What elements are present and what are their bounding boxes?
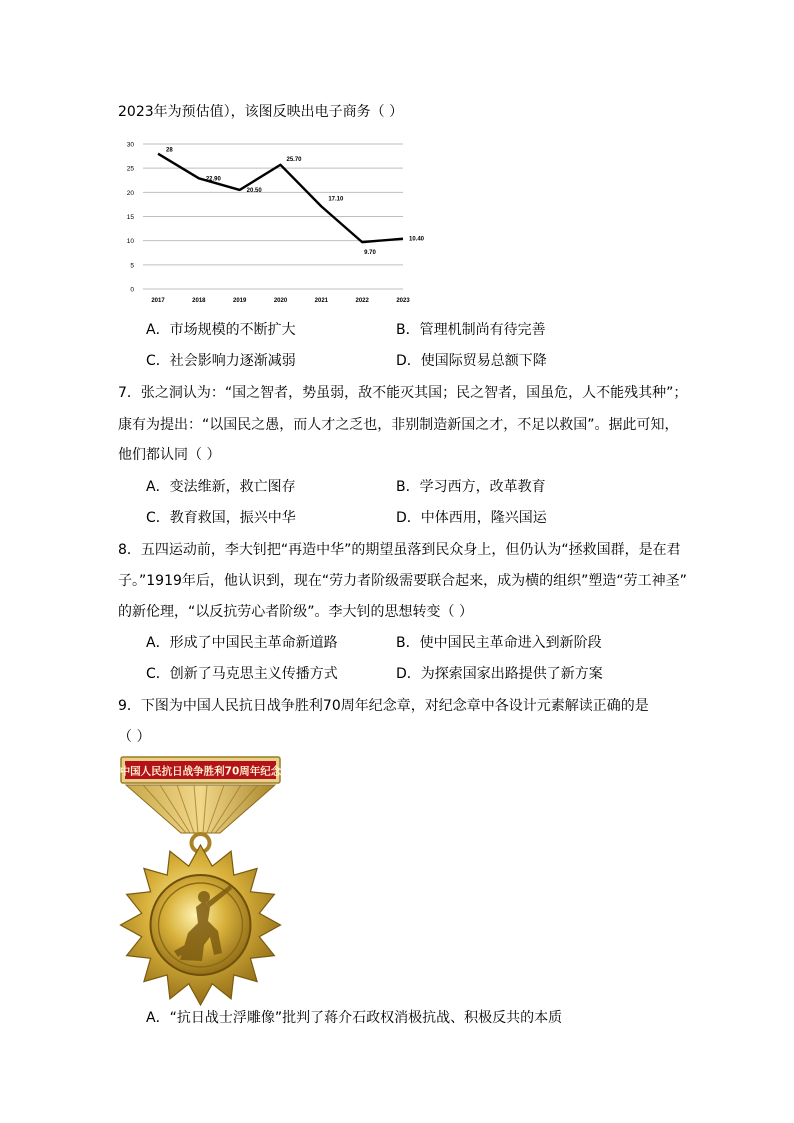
q9-stem-line-2: （ ）: [118, 729, 151, 745]
q8-stem-line-2: 子。”1919年后，他认识到，现在“劳力者阶级需要联合起来，成为横的组织”塑造“劳工神圣”: [118, 573, 687, 589]
chart-data-label: 20.50: [246, 187, 262, 194]
q7-option-d: D．中体西用，隆兴国运: [396, 510, 547, 526]
chart-x-tick-label: 2022: [355, 298, 369, 304]
q9-option-a: A．“抗日战士浮雕像”批判了蒋介石政权消极抗战、积极反共的本质: [146, 1010, 563, 1026]
chart-x-tick-label: 2021: [314, 298, 329, 304]
q8-stem-line-3: 的新伦理，“以反抗劳心者阶级”。李大钊的思想转变（ ）: [118, 604, 473, 620]
q7-option-b: B．学习西方，改革教育: [396, 479, 546, 495]
chart-y-tick-label: 15: [126, 214, 134, 221]
chart-y-tick-label: 5: [130, 262, 134, 270]
chart-x-tick-label: 2020: [273, 298, 288, 304]
q6-option-b: B．管理机制尚有待完善: [396, 322, 546, 338]
chart-data-label: 9.70: [364, 250, 376, 257]
q6-option-d: D．使国际贸易总额下降: [396, 353, 547, 369]
chart-data-label: 25.70: [286, 156, 302, 163]
q8-stem-line-1: 8．五四运动前，李大钊把“再造中华”的期望虽落到民众身上，但仍认为“拯救国群，是在君: [118, 542, 681, 558]
q7-stem-line-1: 7．张之洞认为：“国之智者，势虽弱，敌不能灭其国；民之智者，国虽危，人不能残其种”；: [118, 385, 688, 401]
chart-y-tick-label: 25: [126, 165, 134, 173]
chart-x-tick-label: 2018: [192, 298, 206, 304]
question-intro-line: 2023年为预估值），该图反映出电子商务（ ）: [118, 104, 404, 120]
chart-data-label: 22.90: [205, 176, 221, 183]
ribbon-text: 中国人民抗日战争胜利70周年纪念: [119, 765, 282, 778]
q7-option-c: C．教育救国，振兴中华: [146, 510, 296, 526]
chart-y-tick-label: 20: [126, 189, 134, 197]
q7-stem-line-2: 康有为提出：“以国民之愚，而人才之乏也，非别制造新国之才，不足以救国”。据此可知，: [118, 417, 679, 433]
chart-y-tick-label: 0: [130, 286, 134, 294]
chart-data-label: 17.10: [328, 196, 344, 203]
chart-y-tick-label: 30: [126, 141, 134, 149]
q8-option-b: B．使中国民主革命进入到新阶段: [396, 635, 602, 651]
chart-x-tick-label: 2017: [151, 298, 165, 304]
q9-stem-line-1: 9．下图为中国人民抗日战争胜利70周年纪念章，对纪念章中各设计元素解读正确的是: [118, 698, 649, 714]
line-chart: [118, 134, 425, 306]
q7-option-a: A．变法维新，救亡图存: [146, 479, 296, 495]
q6-option-c: C．社会影响力逐渐减弱: [146, 353, 296, 369]
ribbon-trapezoid: [126, 785, 275, 833]
q8-option-c: C．创新了马克思主义传播方式: [146, 666, 338, 682]
chart-x-tick-label: 2023: [396, 298, 410, 304]
q8-option-a: A．形成了中国民主革命新道路: [146, 635, 338, 651]
chart-x-tick-label: 2019: [232, 298, 247, 304]
chart-data-label: 10.40: [409, 236, 425, 243]
chart-data-label: 28: [166, 147, 173, 154]
q7-stem-line-3: 他们都认同（ ）: [118, 447, 221, 463]
q8-option-d: D．为探索国家出路提供了新方案: [396, 666, 603, 682]
q6-option-a: A．市场规模的不断扩大: [146, 322, 296, 338]
chart-y-tick-label: 10: [126, 238, 134, 246]
commemorative-medal-image: [118, 755, 283, 1000]
chart-series-line: [158, 154, 403, 242]
